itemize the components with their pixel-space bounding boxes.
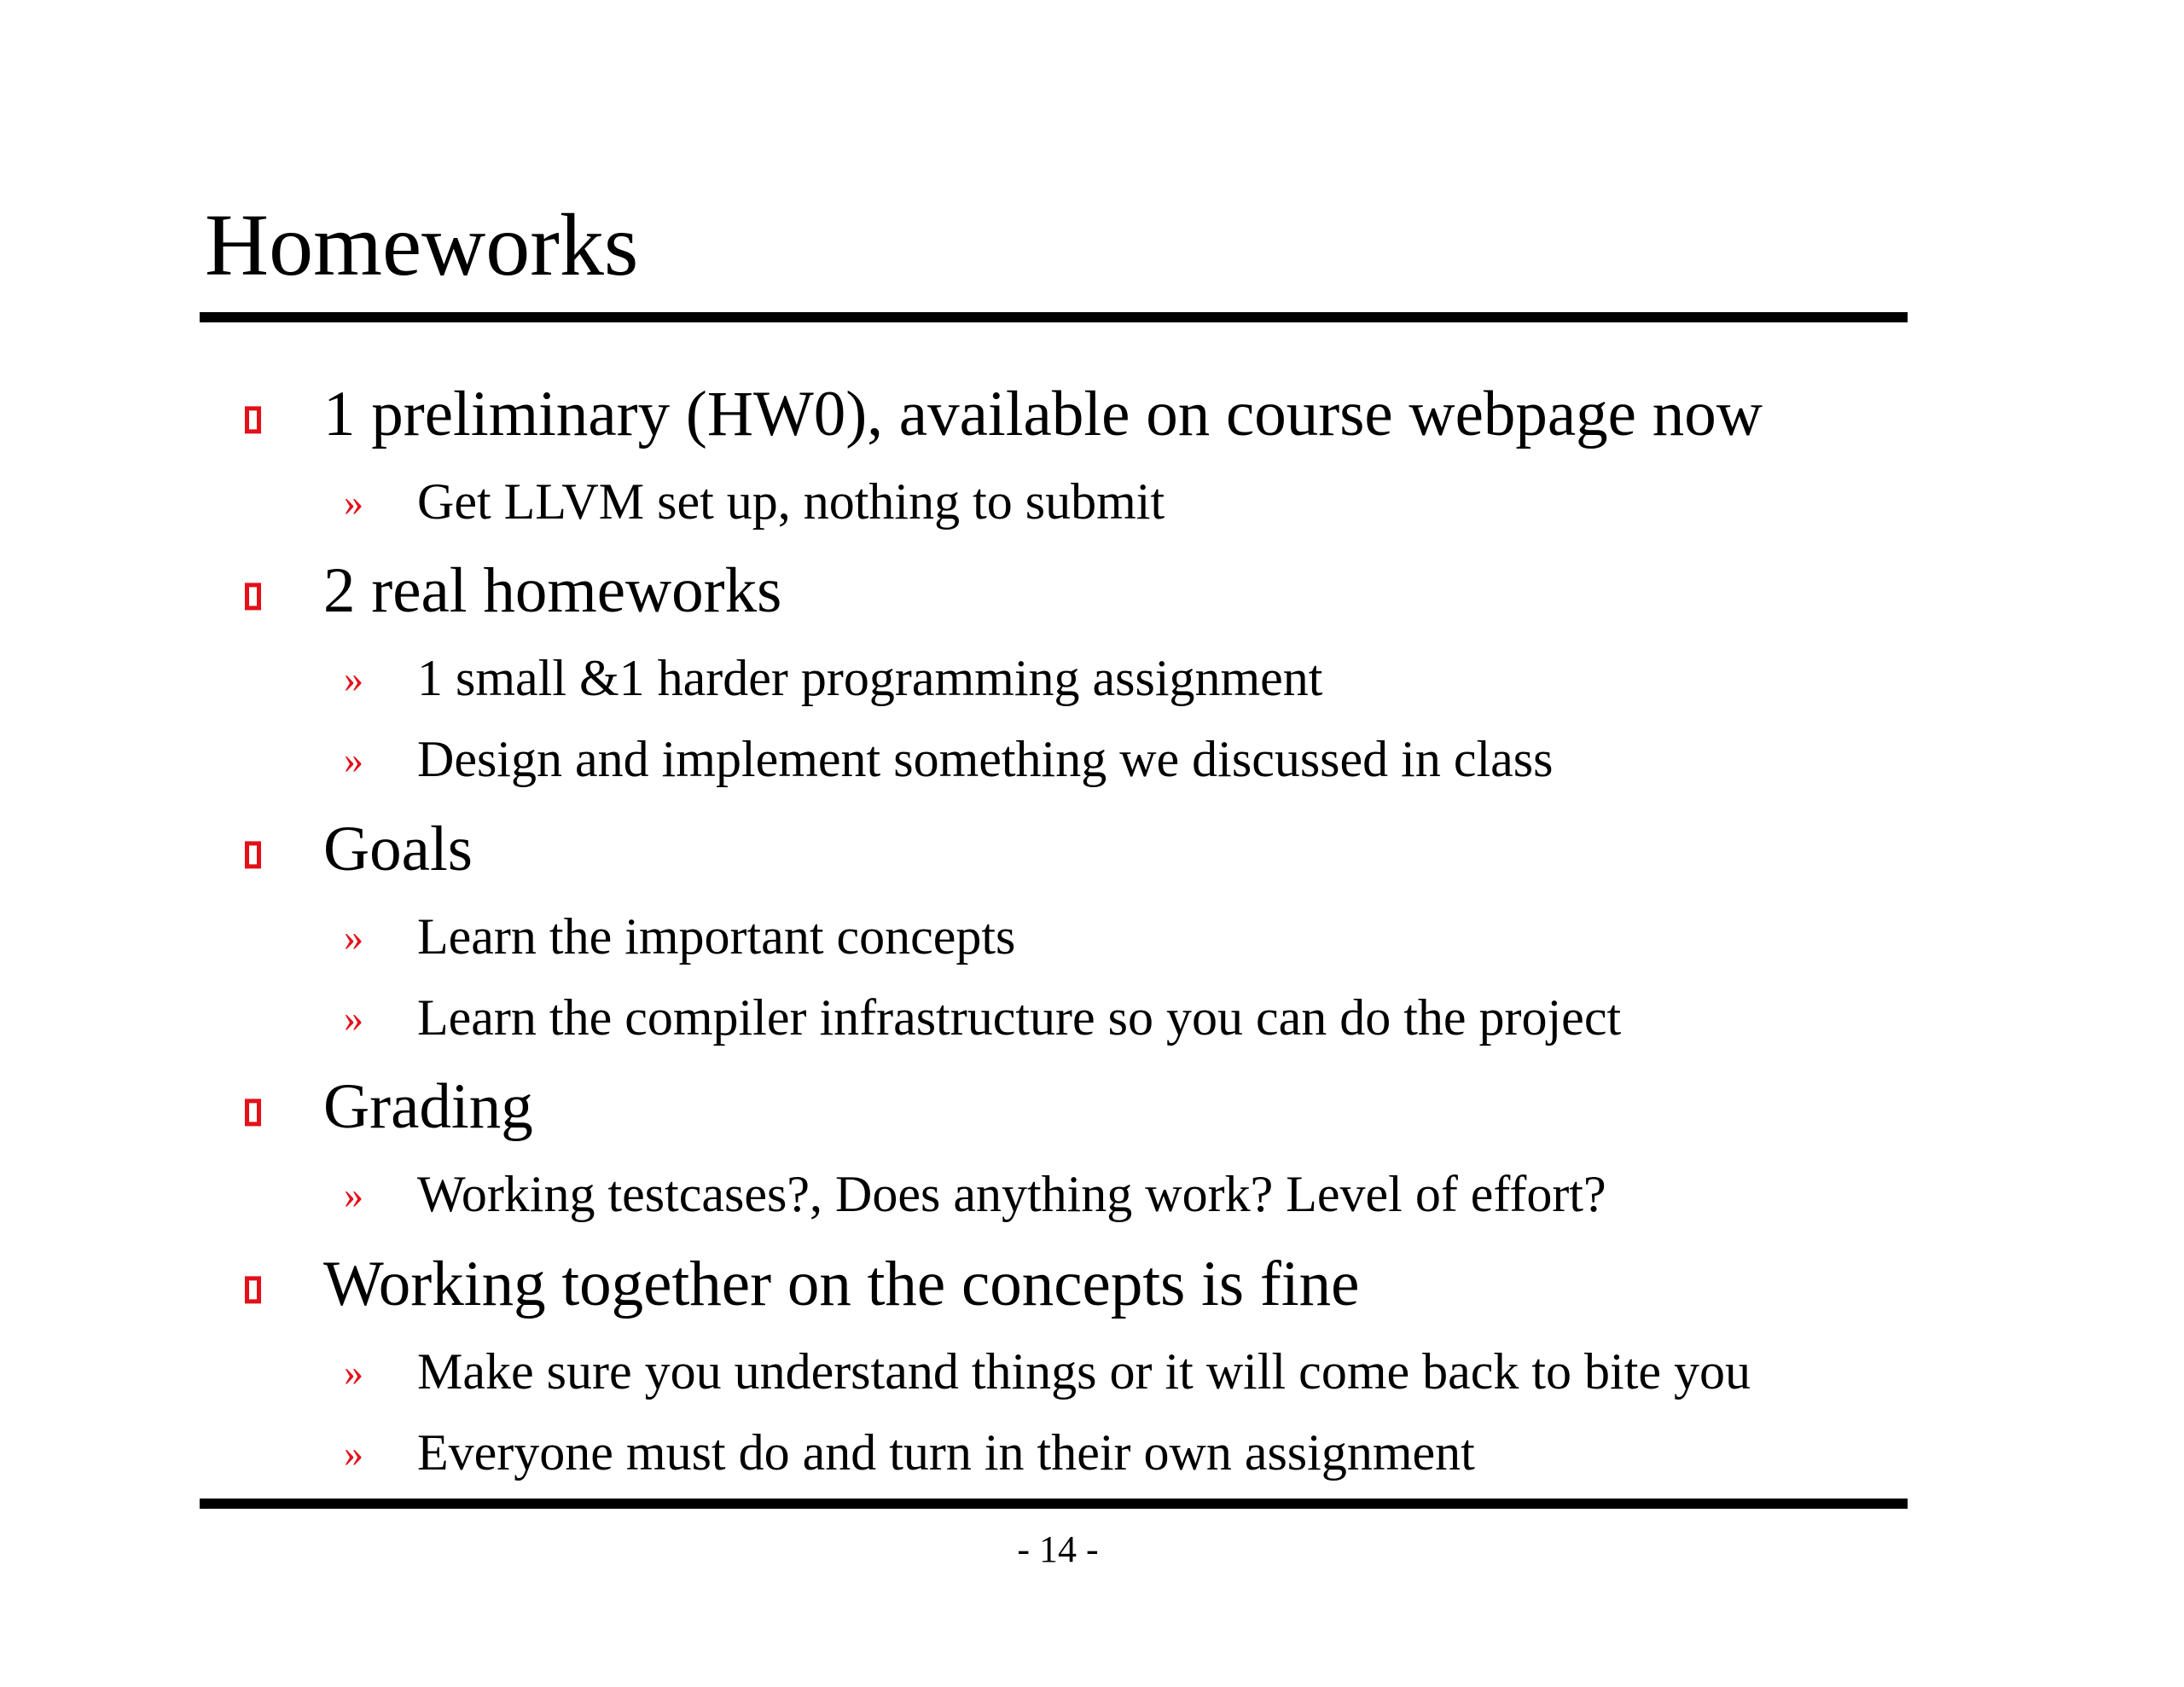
chevron-bullet-icon: » bbox=[344, 996, 363, 1040]
chevron-bullet-icon: » bbox=[344, 915, 363, 959]
bullet-text: Grading bbox=[323, 1071, 533, 1142]
chevron-bullet-icon: » bbox=[344, 480, 363, 524]
chevron-bullet-icon: » bbox=[344, 1173, 363, 1216]
chevron-bullet-icon: » bbox=[344, 1350, 363, 1394]
sub-bullet-text: 1 small &1 harder programming assignment bbox=[417, 650, 1323, 706]
chevron-bullet-icon: » bbox=[344, 738, 363, 781]
title-rule bbox=[200, 312, 1908, 322]
chevron-bullet-icon: » bbox=[344, 657, 363, 700]
bullet-text: Goals bbox=[323, 814, 473, 884]
sub-bullet-text: Everyone must do and turn in their own assignment bbox=[417, 1424, 1475, 1481]
slide-title: Homeworks bbox=[205, 196, 639, 294]
bullet-text: 2 real homeworks bbox=[323, 555, 782, 626]
sub-bullet-text: Make sure you understand things or it will come back to bite you bbox=[417, 1343, 1751, 1400]
sub-bullet-text: Working testcases?, Does anything work? Level of effort? bbox=[417, 1166, 1606, 1222]
page-number: - 14 - bbox=[1017, 1528, 1099, 1570]
chevron-bullet-icon: » bbox=[344, 1431, 363, 1475]
sub-bullet-text: Learn the compiler infrastructure so you can do the project bbox=[417, 989, 1622, 1046]
square-bullet-icon bbox=[245, 406, 261, 433]
sub-bullet-text: Learn the important concepts bbox=[417, 908, 1016, 965]
square-bullet-icon bbox=[245, 1276, 261, 1303]
bullet-text: 1 preliminary (HW0), available on course webpage now bbox=[323, 379, 1763, 449]
sub-bullet-text: Design and implement something we discussed in class bbox=[417, 731, 1554, 787]
square-bullet-icon bbox=[245, 583, 261, 610]
footer-rule bbox=[200, 1499, 1908, 1509]
square-bullet-icon bbox=[245, 841, 261, 868]
bullet-text: Working together on the concepts is fine bbox=[323, 1249, 1360, 1319]
sub-bullet-text: Get LLVM set up, nothing to submit bbox=[417, 473, 1165, 530]
square-bullet-icon bbox=[245, 1099, 261, 1126]
